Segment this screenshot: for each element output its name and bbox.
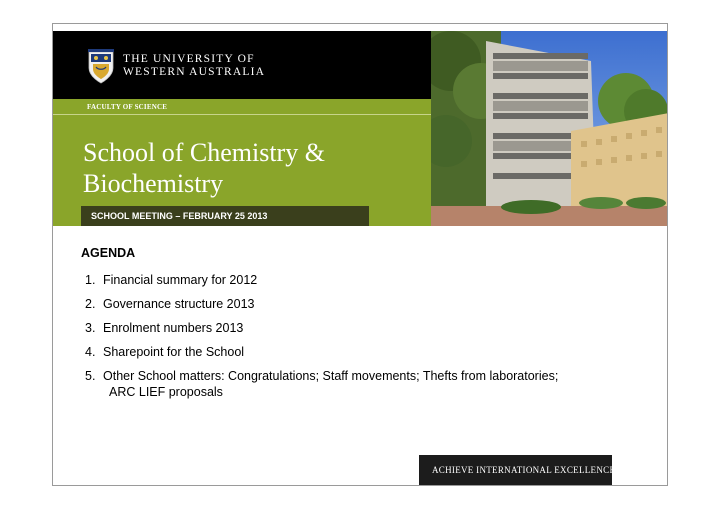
university-crest-icon xyxy=(87,48,115,84)
agenda-item xyxy=(81,296,641,312)
meeting-label: SCHOOL MEETING – FEBRUARY 25 2013 xyxy=(91,211,268,221)
header-band xyxy=(53,31,431,99)
meeting-bar xyxy=(81,206,369,226)
faculty-divider xyxy=(53,114,431,115)
agenda-item xyxy=(81,320,641,336)
building-photo xyxy=(431,31,668,226)
agenda-item-text: Other School matters: Congratulations; Staff movements; Thefts from laboratories; xyxy=(103,369,559,383)
tagline: ACHIEVE INTERNATIONAL EXCELLENCE xyxy=(432,465,616,475)
agenda-item-continuation: ARC LIEF proposals xyxy=(109,385,223,399)
faculty-label: FACULTY OF SCIENCE xyxy=(87,103,168,111)
school-title: School of Chemistry & Biochemistry xyxy=(83,138,325,198)
agenda-item-number: 1. xyxy=(85,273,96,287)
university-name xyxy=(123,53,265,79)
tagline-box xyxy=(419,455,616,486)
slide xyxy=(52,23,668,486)
agenda-item-number: 3. xyxy=(85,321,96,335)
agenda-item-number: 2. xyxy=(85,297,96,311)
agenda-item-text: Governance structure 2013 xyxy=(103,297,255,311)
agenda-item-number: 4. xyxy=(85,345,96,359)
agenda-item-text: Financial summary for 2012 xyxy=(103,273,258,287)
university-line-1: THE UNIVERSITY OF xyxy=(123,53,255,65)
agenda-heading: AGENDA xyxy=(81,246,136,260)
agenda-list xyxy=(81,272,641,408)
agenda-item xyxy=(81,344,641,360)
agenda-item xyxy=(81,368,641,400)
agenda-item-text: Enrolment numbers 2013 xyxy=(103,321,244,335)
agenda-item xyxy=(81,272,641,288)
agenda-item-text-wrapper xyxy=(103,368,641,400)
agenda-item-number: 5. xyxy=(85,369,96,383)
agenda-item-text: Sharepoint for the School xyxy=(103,345,245,359)
university-line-2: WESTERN AUSTRALIA xyxy=(123,66,266,78)
